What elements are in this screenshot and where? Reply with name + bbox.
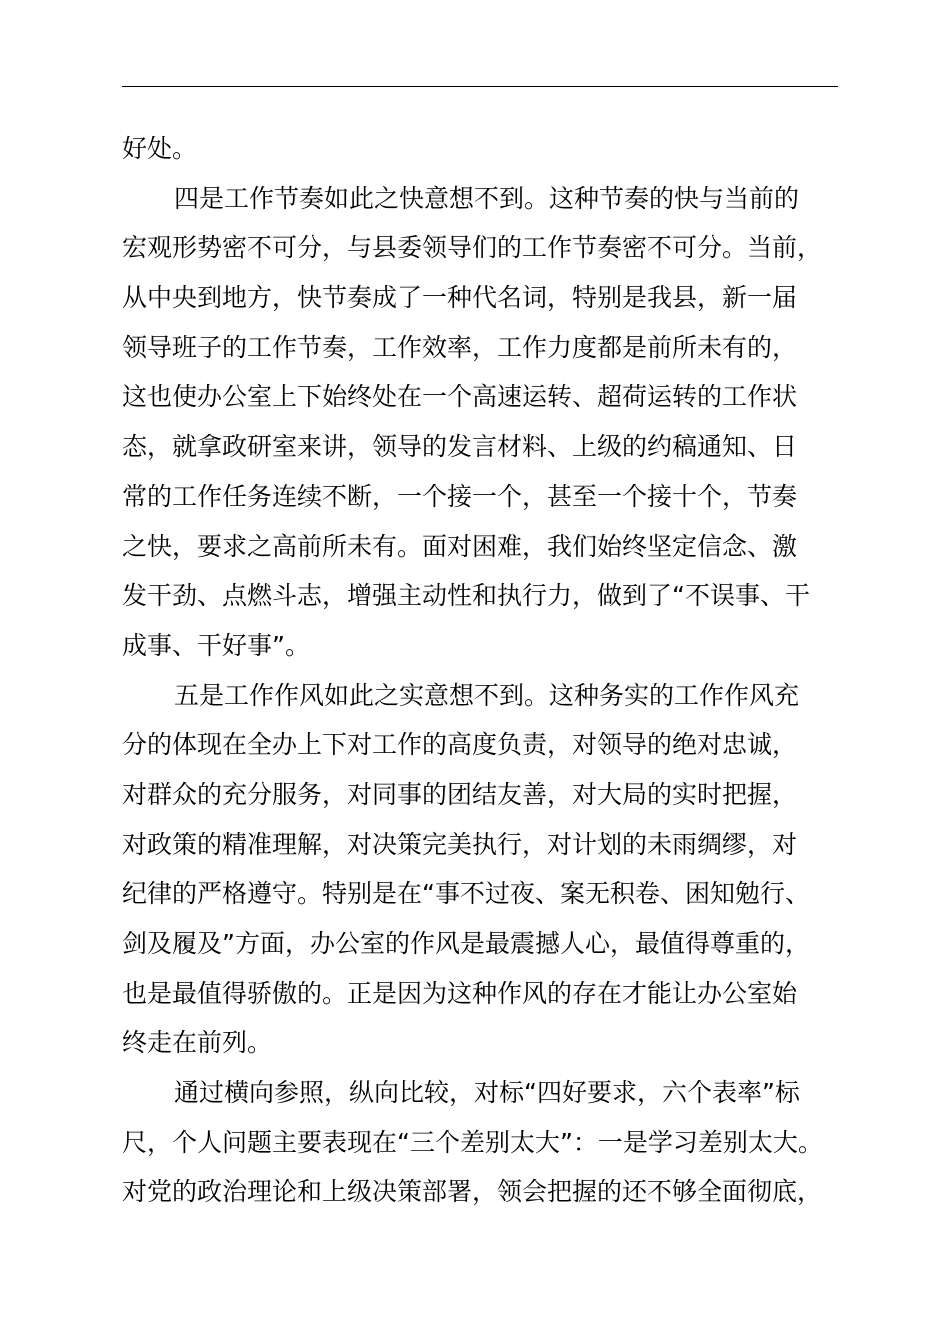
- text-line: 发干劲、点燃斗志，增强主动性和执行力，做到了“不误事、干: [122, 581, 810, 611]
- text-line: 这也使办公室上下始终处在一个高速运转、超荷运转的工作状: [122, 382, 798, 412]
- text-line: 四是工作节奏如此之快意想不到。这种节奏的快与当前的: [174, 183, 800, 213]
- text-line: 分的体现在全办上下对工作的高度负责，对领导的绝对忠诚，: [122, 730, 798, 760]
- text-line: 领导班子的工作节奏，工作效率，工作力度都是前所未有的，: [122, 332, 798, 362]
- text-line: 尺，个人问题主要表现在“三个差别太大”：一是学习差别太大。: [122, 1127, 823, 1157]
- text-line: 好处。: [122, 134, 198, 163]
- text-line: 五是工作作风如此之实意想不到。这种务实的工作作风充: [174, 680, 800, 710]
- text-line: 也是最值得骄傲的。正是因为这种作风的存在才能让办公室始: [122, 978, 798, 1008]
- text-line: 成事、干好事”。: [122, 630, 310, 660]
- text-line: 剑及履及”方面，办公室的作风是最震撼人心，最值得尊重的，: [122, 929, 810, 958]
- text-line: 通过横向参照，纵向比较，对标“四好要求，六个表率”标: [174, 1078, 800, 1108]
- text-line: 纪律的严格遵守。特别是在“事不过夜、案无积卷、困知勉行、: [122, 879, 810, 909]
- text-line: 之快，要求之高前所未有。面对困难，我们始终坚定信念、激: [122, 531, 798, 561]
- text-line: 对政策的精准理解，对决策完美执行，对计划的未雨绸缪，对: [122, 829, 798, 859]
- text-line: 常的工作任务连续不断，一个接一个，甚至一个接十个，节奏: [122, 481, 798, 511]
- text-line: 态，就拿政研室来讲，领导的发言材料、上级的约稿通知、日: [122, 432, 798, 462]
- text-line: 对群众的充分服务，对同事的团结友善，对大局的实时把握，: [122, 779, 798, 809]
- text-line: 宏观形势密不可分，与县委领导们的工作节奏密不可分。当前，: [122, 233, 823, 263]
- body-text: [122, 124, 862, 1217]
- text-line: 从中央到地方，快节奏成了一种代名词，特别是我县，新一届: [122, 283, 798, 313]
- text-line: 对党的政治理论和上级决策部署，领会把握的还不够全面彻底，: [122, 1177, 823, 1207]
- text-line: 终走在前列。: [122, 1028, 273, 1058]
- header-rule: [122, 86, 838, 87]
